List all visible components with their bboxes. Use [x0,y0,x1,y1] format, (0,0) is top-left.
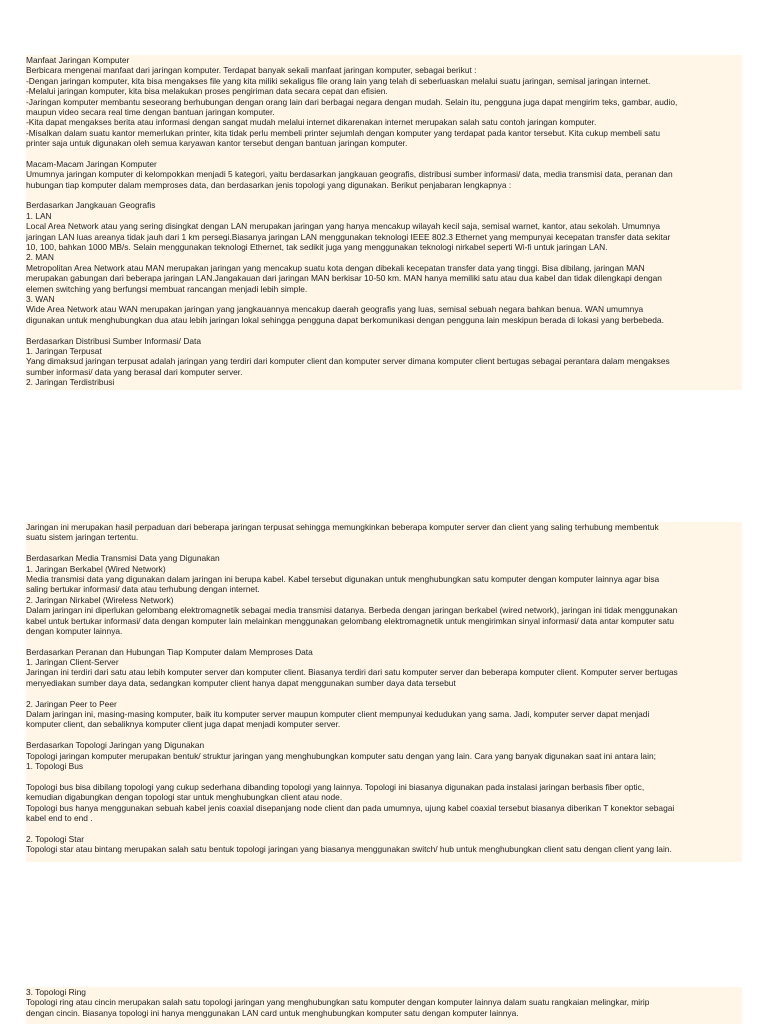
text-line: Macam-Macam Jaringan Komputer [26,158,157,169]
text-line: merupakan gabungan dari beberapa jaringan LAN.Jangakauan dari jaringan MAN berkisar 10-50 km. MAN hanya memiliki satu atau dua kabel dan tidak dilengkapi dengan [26,273,662,284]
text-line: Media transmisi data yang digunakan dalam jaringan ini berupa kabel. Kabel tersebut digunakan untuk menghubungkan satu komputer dengan komputer lainnya agar bisa [26,573,660,584]
text-line: Topologi ring atau cincin merupakan salah satu topologi jaringan yang menghubungkan satu komputer dengan komputer lainnya dalam suatu rangkaian melingkar, mirip [26,997,650,1008]
text-line: Jaringan ini terdiri dari satu atau lebih komputer server dan komputer client. Biasanya terdiri dari satu komputer server dan beberapa komputer client. Komputer server bertugas [26,667,678,678]
blank-line [26,688,742,698]
text-line: 1. Jaringan Berkabel (Wired Network) [26,563,166,574]
blank-line [26,325,742,335]
text-line: 2. MAN [26,252,54,263]
blank-line [26,730,742,740]
text-line: maupun video secara real time dengan bantuan jaringan komputer. [26,106,275,117]
text-line: Jaringan ini merupakan hasil perpaduan dari beberapa jaringan terpusat sehingga memungkinkan beberapa komputer server dan client yang saling terhubung membentuk [26,522,659,532]
text-line: Berdasarkan Media Transmisi Data yang Digunakan [26,553,220,564]
text-line: digunakan untuk menghubungkan dua atau lebih jaringan lokal sehingga pengguna dapat berkomunikasi dengan pengguna lain meskipun berada di lokasi yang berbebeda. [26,314,664,325]
text-line: Wide Area Network atau WAN merupakan jaringan yang jangkauannya mencakup daerah geografis yang luas, semisal sebuah negara bahkan benua. WAN umumnya [26,304,644,315]
text-line: kemudian digabungkan dengan topologi star untuk menghubungkan client atau node. [26,792,343,803]
text-line: elemen switching yang berfungsi membuat rancangan menjadi lebih simple. [26,283,308,294]
text-line: 1. LAN [26,210,52,221]
text-line: Berbicara mengenai manfaat dari jaringan komputer. Terdapat banyak sekali manfaat jaringan komputer, sebagai berikut : [26,65,477,76]
text-line: Umumnya jaringan komputer di kelompokkan menjadi 5 kategori, yaitu berdasarkan jangkauan geografis, distribusi sumber informasi/ data, media transmisi data, peranan dan [26,169,673,180]
text-line: -Jaringan komputer membantu seseorang berhubungan dengan orang lain dari berbagai negara dengan mudah. Selain itu, pengguna juga dapat mengirim teks, gambar, audio, [26,96,678,107]
text-line: printer saja untuk digunakan oleh semua karyawan kantor tersebut dengan bantuan jaringan komputer. [26,138,408,149]
text-line: dengan cincin. Biasanya topologi ini hanya menggunakan LAN card untuk menghubungkan komputer satu dengan komputer lainnya. [26,1007,519,1018]
blank-line [26,190,742,200]
text-line: 2. Jaringan Peer to Peer [26,698,117,709]
text-line: sumber informasi/ data yang berasal dari komputer server. [26,366,243,377]
text-line: 10, 100, bahkan 1000 MB/s. Selain menggunakan teknologi Ethernet, tak sedikit juga yang menggunakan teknologi nirkabel seperti Wi-fi untuk jaringan LAN. [26,242,608,253]
text-line: -Melalui jaringan komputer, kita bisa melakukan proses pengiriman data secara cepat dan efisien. [26,86,388,97]
text-line: komputer client, dan sebaliknya komputer client juga dapat menjadi komputer server. [26,719,341,730]
text-line: 1. Topologi Bus [26,760,84,771]
text-line: 2. Jaringan Nirkabel (Wireless Network) [26,594,174,605]
text-line: Berdasarkan Distribusi Sumber Informasi/ Data [26,335,202,346]
text-block-2 [26,522,742,862]
text-line: suatu sistem jaringan tertentu. [26,532,139,543]
text-line: -Misalkan dalam suatu kantor memerlukan printer, kita tidak perlu membeli printer sejumlah dengan komputer yang terdapat pada kantor tersebut. Kita cukup membeli satu [26,127,661,138]
text-line: saling bertukar informasi/ data atau terhubung dengan internet. [26,584,260,595]
text-line: dengan komputer lainnya. [26,625,123,636]
text-line: -Dengan jaringan komputer, kita bisa mengakses file yang kita miliki sekaligus file orang lain yang telah di seberluaskan melalui suatu jaringan, semisal jaringan internet. [26,75,651,86]
text-line: 1. Jaringan Terpusat [26,345,102,356]
text-line: Dalam jaringan ini diperlukan gelombang elektromagnetik sebagai media transmisi datanya. Berbeda dengan jaringan berkabel (wired network), jaringan ini tidak menggunakan [26,605,678,616]
text-line: hubungan tiap komputer dalam memproses data, dan berdasarkan jenis topologi yang digunakan. Berikut penjabaran lengkapnya : [26,179,512,190]
text-line: 3. WAN [26,293,55,304]
text-line: Dalam jaringan ini, masing-masing komputer, baik itu komputer server maupun komputer client mempunyai kedudukan yang sama. Jadi, komputer server dapat menjadi [26,709,650,720]
text-line: Topologi star atau bintang merupakan salah satu bentuk topologi jaringan yang biasanya menggunakan switch/ hub untuk menghubungkan client satu dengan client yang lain. [26,844,672,855]
text-line: Metropolitan Area Network atau MAN merupakan jaringan yang mencakup suatu kota dengan dibekali kecepatan transfer data yang tinggi. Bisa dibilang, jaringan MAN [26,262,645,273]
text-line: Berdasarkan Peranan dan Hubungan Tiap Komputer dalam Memproses Data [26,646,313,657]
text-line: 3. Topologi Ring [26,987,86,997]
text-line: jaringan LAN luas areanya tidak jauh dari 1 km persegi.Biasanya jaringan LAN menggunakan teknologi IEEE 802.3 Ethernet yang mempunyai kecepatan transfer data sekitar [26,231,671,242]
blank-line [26,823,742,833]
text-line: kabel end to end . [26,812,93,823]
blank-line [26,771,742,781]
text-line: Berdasarkan Topologi Jaringan yang Digunakan [26,740,205,751]
text-line: Manfaat Jaringan Komputer [26,55,130,65]
text-line: Local Area Network atau yang sering disingkat dengan LAN merupakan jaringan yang hanya mencakup wilayah kecil saja, semisal warnet, kantor, atau sekolah. Umumnya [26,221,661,232]
text-block-3 [26,987,742,1024]
blank-line [26,636,742,646]
text-line: 1. Jaringan Client-Server [26,657,119,668]
text-line: Topologi bus hanya menggunakan sebuah kabel jenis coaxial disepanjang node client dan pada umumnya, ujung kabel coaxial tersebut biasanya diberikan T konektor sebagai [26,802,675,813]
text-line: -Kita dapat mengakses berita atau informasi dengan sangat mudah melalui internet dikarenakan internet merupakan salah satu contoh jaringan komputer. [26,117,597,128]
text-line: Berdasarkan Jangkauan Geografis [26,200,156,211]
blank-line [26,543,742,553]
text-line: menyediakan sumber daya data, sedangkan komputer client hanya dapat menggunakan sumber daya data tersebut [26,677,456,688]
text-line: Topologi jaringan komputer merupakan bentuk/ struktur jaringan yang menghubungkan komputer satu dengan yang lain. Cara yang banyak digunakan saat ini antara lain; [26,750,656,761]
blank-line [26,149,742,159]
text-line: 2. Topologi Star [26,833,85,844]
text-line: Yang dimaksud jaringan terpusat adalah jaringan yang terdiri dari komputer client dan komputer server dimana komputer client bertugas sebagai perantara dalam mengakses [26,356,670,367]
text-line: Topologi bus bisa dibilang topologi yang cukup sederhana dibanding topologi yang lainnya. Topologi ini biasanya digunakan pada instalasi jaringan berbasis fiber optic, [26,781,645,792]
text-block-1 [26,55,742,390]
text-line: kabel untuk bertukar informasi/ data dengan komputer lain melainkan menggunakan gelombang elektromagnetik untuk mengirimkan sinyal informasi/ data antar komputer satu [26,615,675,626]
text-line: 2. Jaringan Terdistribusi [26,377,115,388]
